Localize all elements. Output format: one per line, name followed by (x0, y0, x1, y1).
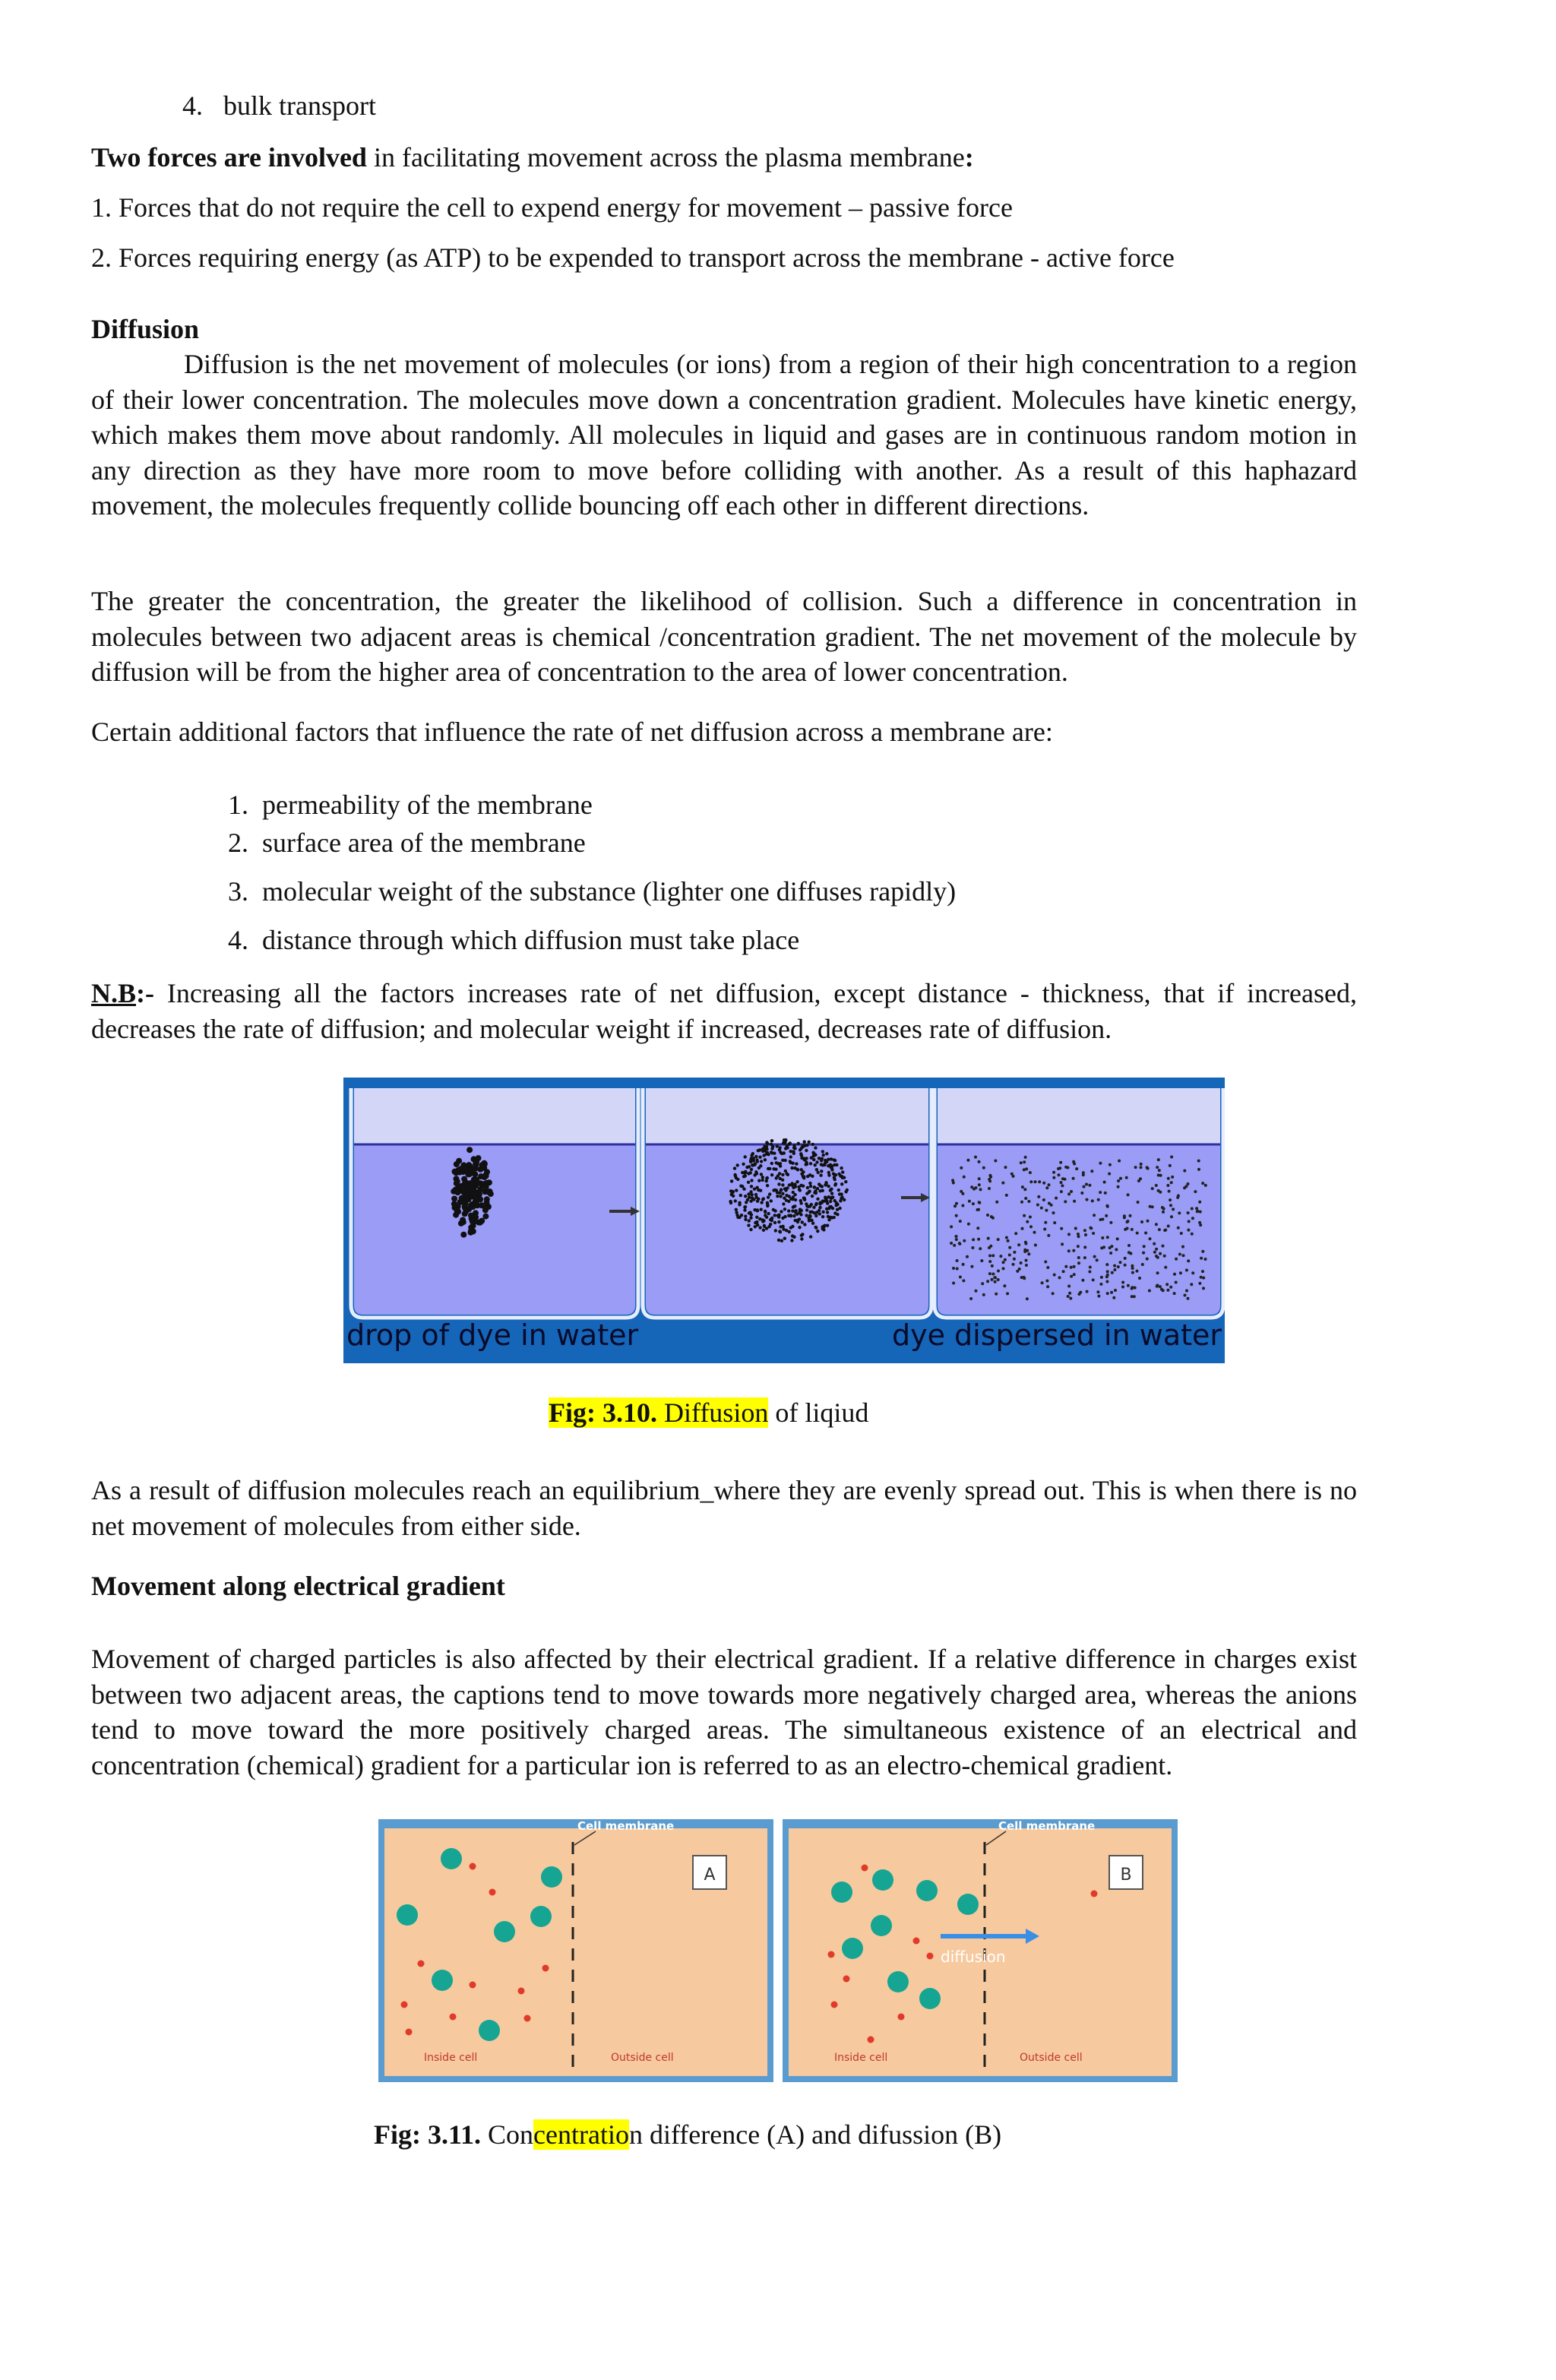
inside-cell-label: Inside cell (424, 2052, 478, 2064)
figure-label-left: drop of dye in water (346, 1318, 639, 1352)
forces-item-passive: 1. Forces that do not require the cell to expend energy for movement – passive force (91, 192, 1013, 223)
cell-membrane-label: Cell membrane (998, 1819, 1096, 1833)
diffusion-arrow-label: diffusion (941, 1948, 1006, 1966)
panel-a (378, 1819, 773, 2082)
panel-b-box-label: B (1120, 1866, 1132, 1885)
factor-item: 2. surface area of the membrane (228, 828, 586, 858)
forces-intro: Two forces are involved in facilitating movement across the plasma membrane: (91, 142, 974, 172)
diffusion-of-dye-figure (343, 1078, 1225, 1363)
factors-intro: Certain additional factors that influence the rate of net diffusion across a membrane are: (91, 717, 1053, 747)
panel-b (783, 1819, 1178, 2082)
factor-item: 1. permeability of the membrane (228, 790, 593, 820)
diffusion-paragraph-2: The greater the concentration, the greater the likelihood of collision. Such a difference in concentration in molecules between two adjacent areas is chemical /concentration gradient. The net movement of the molecule by diffusion will be from the higher area of concentration to the area of lower concentration. (91, 586, 1357, 687)
section-heading-diffusion: Diffusion (91, 314, 200, 344)
inside-cell-label: Inside cell (834, 2052, 888, 2064)
figure-label-right: dye dispersed in water (891, 1318, 1222, 1352)
nb-note: N.B:- Increasing all the factors increases rate of net diffusion, except distance - thickness, that if increased, decreases the rate of diffusion; and molecular weight if increased, decreases rate of diffusion. (91, 978, 1357, 1044)
outside-cell-label: Outside cell (611, 2052, 674, 2064)
outside-cell-label: Outside cell (1020, 2052, 1083, 2064)
factor-item: 4. distance through which diffusion must take place (228, 925, 800, 955)
figure-caption-3-10: Fig: 3.10. Diffusion of liqiud (549, 1397, 869, 1428)
concentration-diffusion-figure (378, 1819, 1178, 2082)
list-item-bulk-transport: 4. bulk transport (182, 90, 376, 121)
cell-membrane-label: Cell membrane (577, 1819, 675, 1833)
electrical-paragraph: Movement of charged particles is also affected by their electrical gradient. If a relative difference in charges exist between two adjacent areas, the captions tend to move towards more negatively charged area, whereas the anions tend to move toward the more positively charged areas. The simultaneous existence of an electrical and concentration (chemical) gradient for a particular ion is referred to as an electro-chemical gradient. (91, 1644, 1357, 1780)
beaker-1 (351, 1088, 638, 1318)
equilibrium-paragraph: As a result of diffusion molecules reach an equilibrium_where they are evenly spread out. This is when there is no net movement of molecules from either side. (91, 1475, 1357, 1541)
figure-caption-3-11: Fig: 3.11. Concentration difference (A) and difussion (B) (374, 2119, 1002, 2150)
panel-a-box-label: A (704, 1866, 716, 1885)
section-heading-electrical: Movement along electrical gradient (91, 1571, 505, 1601)
beaker-2 (643, 1088, 931, 1318)
forces-item-active: 2. Forces requiring energy (as ATP) to be expended to transport across the membrane - active force (91, 242, 1175, 273)
factor-item: 3. molecular weight of the substance (lighter one diffuses rapidly) (228, 876, 957, 907)
diffusion-paragraph-1: Diffusion is the net movement of molecules (or ions) from a region of their high concentration to a region of their lower concentration. The molecules move down a concentration gradient. Molecules have kinetic energy, which makes them move about randomly. All molecules in liquid and gases are in continuous random motion in any direction as they have more room to move before colliding with another. As a result of this haphazard movement, the molecules frequently collide bouncing off each other in different directions. (91, 349, 1357, 521)
